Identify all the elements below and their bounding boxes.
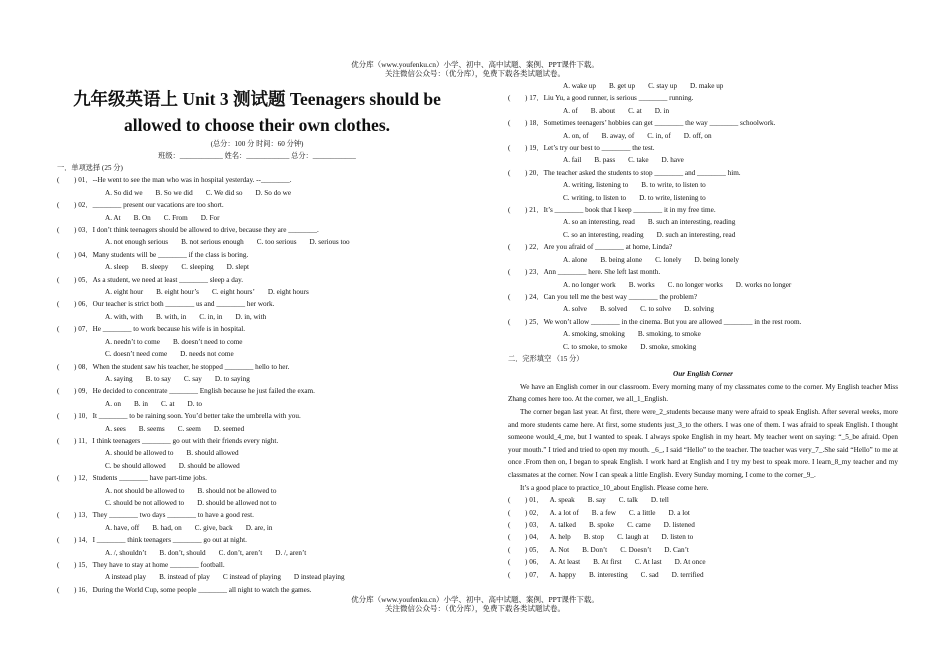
answer-option[interactable]: B. to write, to listen to [641,181,706,190]
question-text: ) 12．Students ________ have part-time jobs. [74,474,207,483]
answer-bracket[interactable]: ( [57,387,60,396]
answer-option[interactable]: C instead of playing [222,573,281,582]
answer-options [544,569,717,581]
answer-option[interactable]: B. being alone [600,255,643,264]
answer-option[interactable]: D. a lot [668,508,690,517]
answer-option[interactable]: C. writing, to listen to [563,193,627,202]
answer-option[interactable]: D. Can’t [664,545,689,554]
answer-option[interactable]: A instead play [105,573,147,582]
question-text: ) 09．He decided to concentrate ________ English because he just failed the exam. [74,387,315,396]
exam-title-line-2: allowed to choose their own clothes. [123,115,391,135]
answer-option[interactable]: D. /, aren’t [275,548,307,557]
question-text: ) 02．________ present our vacations are too short. [74,201,224,210]
question-text: ) 25．We won’t allow ________ in the cinema. But you are allowed ________ in the rest room. [525,317,802,326]
answer-option[interactable]: B. spoke [588,520,615,529]
answer-option[interactable]: A. should be allowed to [105,449,174,458]
section-1-questions-continued [508,80,898,353]
answer-option[interactable]: A. smoking, smoking [563,330,625,339]
question-text: ) 03． [525,520,544,529]
answer-bracket[interactable]: ( [508,292,511,301]
page-footer [0,595,950,613]
answer-option[interactable]: C. in, in [199,312,223,321]
cloze-questions [508,494,898,581]
answer-options [508,341,898,353]
answer-option[interactable]: D. seemed [213,424,245,433]
question-stem [57,559,457,571]
answer-option[interactable]: A. happy [549,570,576,579]
question-text: ) 01．--He went to see the man who was in hospital yesterday. --________. [74,176,292,185]
answer-option[interactable]: A. a lot of [549,508,579,517]
question-text: ) 16．During the World Cup, some people ________ all night to watch the games. [74,585,312,594]
answer-option[interactable]: D. in, with [235,312,267,321]
answer-options [57,187,457,199]
answer-options [57,236,457,248]
answer-bracket[interactable]: ( [508,268,511,277]
question-text: ) 01． [525,496,544,505]
question-text: ) 10．It ________ to be raining soon. You’d better take the umbrella with you. [74,412,301,421]
answer-option[interactable]: C. should be not allowed to [105,498,185,507]
answer-options [57,485,457,497]
question-text: ) 18．Sometimes teenagers’ hobbies can get ________ the way ________ schoolwork. [525,119,776,128]
answer-options [508,105,898,117]
answer-bracket[interactable]: ( [508,317,511,326]
answer-option[interactable]: B. works [628,280,655,289]
question-stem [57,509,457,521]
answer-option[interactable]: B. get up [608,82,636,90]
question-text: ) 07． [525,570,544,579]
question-text: ) 07．He ________ to work because his wife is in hospital. [74,325,246,334]
question-text: ) 20．The teacher asked the students to stop ________ and ________ him. [525,168,741,177]
answer-bracket[interactable]: ( [57,412,60,421]
answer-option[interactable]: D. solving [684,305,715,314]
answer-option[interactable]: B. a few [591,508,616,517]
answer-bracket[interactable]: ( [508,144,511,153]
answer-option[interactable]: A. not enough serious [105,238,169,247]
question-text: ) 22．Are you afraid of ________ at home, Linda? [525,243,673,252]
answer-option[interactable]: C. From [163,213,188,222]
answer-option[interactable]: B. So we did [155,188,193,197]
passage-paragraph: It’s a good place to practice_10_about English. Please come here. [520,483,709,492]
answer-option[interactable]: C. at [160,399,175,408]
answer-option[interactable]: D. For [200,213,220,222]
answer-options [508,279,898,291]
answer-option[interactable]: D. should be allowed [178,461,240,470]
question-text: ) 14．I ________ think teenagers ________ go out at night. [74,536,247,545]
answer-option[interactable]: C. be should allowed [105,461,166,470]
answer-option[interactable]: A. saying [105,374,133,383]
answer-option[interactable]: D. eight hours [267,288,309,297]
question-stem [57,534,457,546]
answer-option[interactable]: A. on, of [563,131,589,140]
answer-option[interactable]: D. to [187,399,202,408]
answer-option[interactable]: B. sleepy [141,263,169,272]
answer-option[interactable]: B. instead of play [159,573,210,582]
answer-bracket[interactable]: ( [57,561,60,569]
answer-option[interactable]: A. So did we [105,188,143,197]
answer-options [508,303,898,315]
question-text: ) 19．Let’s try our best to ________ the test. [525,144,655,153]
answer-option[interactable]: D. should be allowed not to [197,498,277,507]
answer-option[interactable]: B. solved [599,305,628,314]
answer-option[interactable]: C. don’t, aren’t [218,548,263,557]
answer-options [57,571,457,583]
answer-options [508,328,898,340]
answer-option[interactable]: A. speak [549,496,575,505]
question-stem [508,92,898,104]
answer-option[interactable]: D. to write, listening to [639,193,706,202]
answer-option[interactable]: A. with, with [105,312,143,321]
answer-options [57,497,457,509]
question-stem [508,507,898,519]
answer-bracket[interactable]: ( [508,168,511,177]
question-stem [508,531,898,543]
answer-option[interactable]: D. listen to [661,533,694,542]
question-stem [57,472,457,484]
answer-option[interactable]: A. writing, listening to [563,181,629,190]
answer-options [508,80,898,92]
page-header [0,60,950,78]
question-stem [508,556,898,568]
answer-option[interactable]: A. of [563,106,578,115]
answer-option[interactable]: A. alone [563,255,588,264]
passage-title: Our English Corner [673,370,733,379]
exam-fields: 班级：____________ 姓名：____________ 总分：____________ [158,152,356,160]
question-stem [57,249,457,261]
answer-option[interactable]: A. wake up [563,82,596,90]
answer-option[interactable]: D. So do we [255,188,292,197]
answer-options [544,544,702,556]
answer-option[interactable]: A. help [549,533,571,542]
answer-option[interactable]: B. should allowed [186,449,239,458]
answer-option[interactable]: C. doesn’t need come [105,350,168,359]
question-text: ) 05． [525,545,544,554]
answer-option[interactable]: A. so an interesting, read [563,218,635,227]
question-stem [57,435,457,447]
question-stem [508,316,898,328]
answer-option[interactable]: C. in, of [647,131,671,140]
answer-option[interactable]: C. sleeping [181,263,214,272]
answer-bracket[interactable]: ( [57,275,60,284]
answer-option[interactable]: B. say [587,496,606,505]
answer-options [57,423,457,435]
answer-options [57,286,457,298]
answer-options [544,556,719,568]
answer-bracket[interactable]: ( [57,436,60,445]
answer-option[interactable]: D. in [654,106,670,115]
answer-option[interactable]: A. eight hour [105,288,144,297]
answer-option[interactable]: B. away, of [601,131,635,140]
answer-option[interactable]: C. sad [640,570,659,579]
answer-option[interactable]: D. are, in [245,523,273,532]
answer-options [57,547,457,559]
answer-option[interactable]: C. lonely [655,255,682,264]
question-stem [57,199,457,211]
answer-option[interactable]: C. say [183,374,202,383]
question-stem [508,569,898,581]
answer-bracket[interactable]: ( [57,325,60,334]
answer-options [508,192,898,204]
answer-options [57,398,457,410]
answer-option[interactable]: A. on [105,399,121,408]
passage-paragraph: The corner began last year. At first, there were_2_students because many were afraid to speak English. After several weeks, more and more students came here. At first, some students just_3_to the others. I was one of them. I was afraid to speak English. I thought someone would_4_me, but I wanted to speak. I always spoke English in my heart. My teacher went on saying: “_5_be afraid. Open your mouth.” I tried and tried to open my mouth. _6_, I said “Hello” to the teacher. The teacher was very_7_.She said “Hello” to me at once .From then on, I began to speak English. I work hard at English and I try my best to speak more. I learn_8_my teacher and my classmates at the corner. Now I can speak a little English. Every Sunday morning, I come to the corner_9_. [508,407,898,479]
answer-option[interactable]: B. with, in [155,312,187,321]
answer-option[interactable]: B. had, on [152,523,182,532]
question-stem [508,266,898,278]
answer-option[interactable]: B. about [590,106,616,115]
answer-option[interactable]: D. serious too [309,238,350,247]
answer-bracket[interactable]: ( [57,474,60,483]
answer-options [508,154,898,166]
answer-option[interactable]: C. seem [177,424,201,433]
answer-option[interactable]: B. pass [594,156,616,165]
passage-paragraph: We have an English corner in our classroom. Every morning many of my classmates come to the corner. My English teacher Miss Zhang comes here too. At the corner, we all_1_English. [508,382,898,404]
answer-option[interactable]: D. terrified [671,570,704,579]
answer-bracket[interactable]: ( [508,508,511,517]
question-stem [508,494,898,506]
answer-option[interactable]: B. should not be allowed to [197,486,277,495]
answer-option[interactable]: B. seems [138,424,165,433]
answer-bracket[interactable]: ( [508,119,511,128]
answer-option[interactable]: C. to smoke, to smoke [563,342,628,351]
answer-option[interactable]: C. came [627,520,651,529]
answer-option[interactable]: D. being lonely [694,255,739,264]
answer-options [508,216,898,228]
answer-option[interactable]: D. needs not come [180,350,234,359]
answer-option[interactable]: A. At [105,213,121,222]
section-2-heading: 二．完形填空 （15 分） [508,354,584,363]
answer-option[interactable]: A. no longer work [563,280,616,289]
answer-option[interactable]: A. At least [549,558,581,567]
answer-option[interactable]: A. have, off [105,523,140,532]
answer-options [57,373,457,385]
question-text: ) 04．Many students will be ________ if the class is boring. [74,250,249,259]
question-stem [508,167,898,179]
answer-option[interactable]: C. laugh at [617,533,649,542]
answer-bracket[interactable]: ( [57,536,60,545]
answer-options [544,507,703,519]
answer-bracket[interactable]: ( [57,201,60,210]
answer-option[interactable]: C. stay up [648,82,678,90]
question-text: ) 23．Ann ________ here. She left last month. [525,268,661,277]
answer-options [544,494,682,506]
answer-option[interactable]: D. make up [690,82,724,90]
answer-option[interactable]: B. don’t, should [159,548,206,557]
answer-option[interactable]: A. sees [105,424,126,433]
question-text: ) 06．Our teacher is strict both ________ us and ________ her work. [74,300,275,309]
answer-option[interactable]: A. solve [563,305,587,314]
header-line-2: 关注微信公众号：（优分库），免费下载各类试题试卷。 [385,69,565,78]
question-text: ) 06． [525,558,544,567]
answer-bracket[interactable]: ( [508,496,511,505]
answer-option[interactable]: C. too serious [256,238,297,247]
answer-options [508,179,898,191]
question-text: ) 24．Can you tell me the best way ________ the problem? [525,292,698,301]
answer-bracket[interactable]: ( [57,585,60,594]
answer-bracket[interactable]: ( [57,226,60,235]
answer-option[interactable]: B. Don’t [582,545,608,554]
answer-options [57,336,457,348]
answer-option[interactable]: B. doesn’t need to come [172,337,243,346]
question-text: ) 02． [525,508,544,517]
answer-options [57,447,457,459]
answer-option[interactable]: D. have [661,156,684,165]
question-stem [57,224,457,236]
answer-option[interactable]: C. talk [618,496,638,505]
answer-option[interactable]: C. no longer works [667,280,723,289]
question-stem [508,142,898,154]
question-stem [508,291,898,303]
answer-option[interactable]: B. interesting [588,570,628,579]
answer-option[interactable]: A. not should be allowed to [105,486,185,495]
left-column [57,86,457,596]
answer-bracket[interactable]: ( [508,520,511,529]
answer-bracket[interactable]: ( [508,94,511,103]
answer-option[interactable]: B. such an interesting, reading [647,218,736,227]
answer-bracket[interactable]: ( [508,545,511,554]
footer-line-1: 优分库（www.youfenku.cn）小学、初中、高中试题、案例、PPT课件下载。 [351,595,599,604]
right-column [508,80,898,581]
answer-bracket[interactable]: ( [57,176,60,185]
question-text: ) 04． [525,533,544,542]
answer-option[interactable]: C. give, back [194,523,233,532]
answer-option[interactable]: C. so an interesting, reading [563,230,644,239]
answer-option[interactable]: C. a little [628,508,656,517]
answer-option[interactable]: B. stop [583,533,605,542]
question-text: ) 03．I don’t think teenagers should be allowed to drive, because they are ________. [74,226,319,235]
question-stem [508,519,898,531]
answer-options [508,130,898,142]
answer-option[interactable]: D. slept [226,263,250,272]
answer-option[interactable]: D. tell [650,496,669,505]
answer-option[interactable]: D. such an interesting, read [656,230,736,239]
question-text: ) 08．When the student saw his teacher, he stopped ________ hello to her. [74,362,290,371]
question-text: ) 21．It’s ________ book that I keep ________ it in my free time. [525,206,716,215]
answer-option[interactable]: D. listened [663,520,695,529]
answer-option[interactable]: B. in [133,399,148,408]
answer-options [57,311,457,323]
question-stem [57,410,457,422]
answer-option[interactable]: A. /, shouldn’t [105,548,147,557]
question-text: ) 05．As a student, we need at least ________ sleep a day. [74,275,243,284]
question-stem [508,544,898,556]
answer-options [544,531,707,543]
section-1-heading: 一．单项选择 (25 分) [57,164,123,172]
answer-option[interactable]: D instead playing [293,573,345,582]
answer-option[interactable]: C. Doesn’t [620,545,652,554]
answer-option[interactable]: D. to saying [214,374,250,383]
answer-option[interactable]: C. take [628,156,649,165]
answer-option[interactable]: B. On [133,213,151,222]
answer-bracket[interactable]: ( [57,300,60,309]
answer-options [57,261,457,273]
question-text: ) 11．I think teenagers ________ go out with their friends every night. [74,436,279,445]
question-text: ) 13．They ________ two days ________ to have a good rest. [74,511,254,520]
header-line-1: 优分库（www.youfenku.cn）小学、初中、高中试题、案例、PPT课件下载。 [351,60,599,69]
answer-option[interactable]: C. At last [634,558,662,567]
answer-option[interactable]: B. smoking, to smoke [637,330,701,339]
question-stem [508,117,898,129]
answer-options [57,348,457,360]
answer-option[interactable]: C. at [628,106,642,115]
question-stem [57,323,457,335]
question-stem [508,204,898,216]
answer-option[interactable]: A. needn’t to come [105,337,160,346]
question-text: ) 17．Liu Yu, a good runner, is serious ________ running. [525,94,694,103]
answer-options [508,254,898,266]
answer-options [57,212,457,224]
question-stem [57,361,457,373]
answer-option[interactable]: C. to solve [640,305,672,314]
answer-bracket[interactable]: ( [508,206,511,215]
answer-option[interactable]: A. talked [549,520,576,529]
answer-option[interactable]: D. smoke, smoking [640,342,697,351]
answer-bracket[interactable]: ( [508,243,511,252]
question-stem [508,241,898,253]
question-stem [57,174,457,186]
answer-options [57,522,457,534]
answer-bracket[interactable]: ( [508,533,511,542]
answer-options [544,519,708,531]
answer-option[interactable]: B. not serious enough [181,238,244,247]
answer-option[interactable]: C. We did so [205,188,243,197]
question-stem [57,298,457,310]
answer-bracket[interactable]: ( [57,250,60,259]
answer-option[interactable]: D. off, on [683,131,712,140]
exam-meta: (总分：100 分 时间：60 分钟) [210,140,304,148]
answer-option[interactable]: A. fail [563,156,582,165]
answer-option[interactable]: C. eight hours’ [211,288,255,297]
answer-option[interactable]: D. works no longer [735,280,792,289]
answer-options [508,229,898,241]
question-stem [57,385,457,397]
question-text: ) 15．They have to stay at home ________ football. [74,561,225,569]
answer-option[interactable]: B. At first [593,558,622,567]
answer-options [57,460,457,472]
answer-option[interactable]: B. eight hour’s [156,288,199,297]
answer-bracket[interactable]: ( [57,511,60,520]
footer-line-2: 关注微信公众号：（优分库），免费下载各类试题试卷。 [385,604,565,613]
answer-option[interactable]: A. sleep [105,263,129,272]
answer-option[interactable]: D. At once [674,558,706,567]
answer-bracket[interactable]: ( [508,558,511,567]
exam-title-line-1: 九年级英语上 Unit 3 测试题 Teenagers should be [73,89,441,109]
answer-bracket[interactable]: ( [57,362,60,371]
question-stem [57,274,457,286]
answer-bracket[interactable]: ( [508,570,511,579]
answer-option[interactable]: A. Not [549,545,570,554]
section-1-questions [57,174,457,596]
answer-option[interactable]: B. to say [145,374,171,383]
